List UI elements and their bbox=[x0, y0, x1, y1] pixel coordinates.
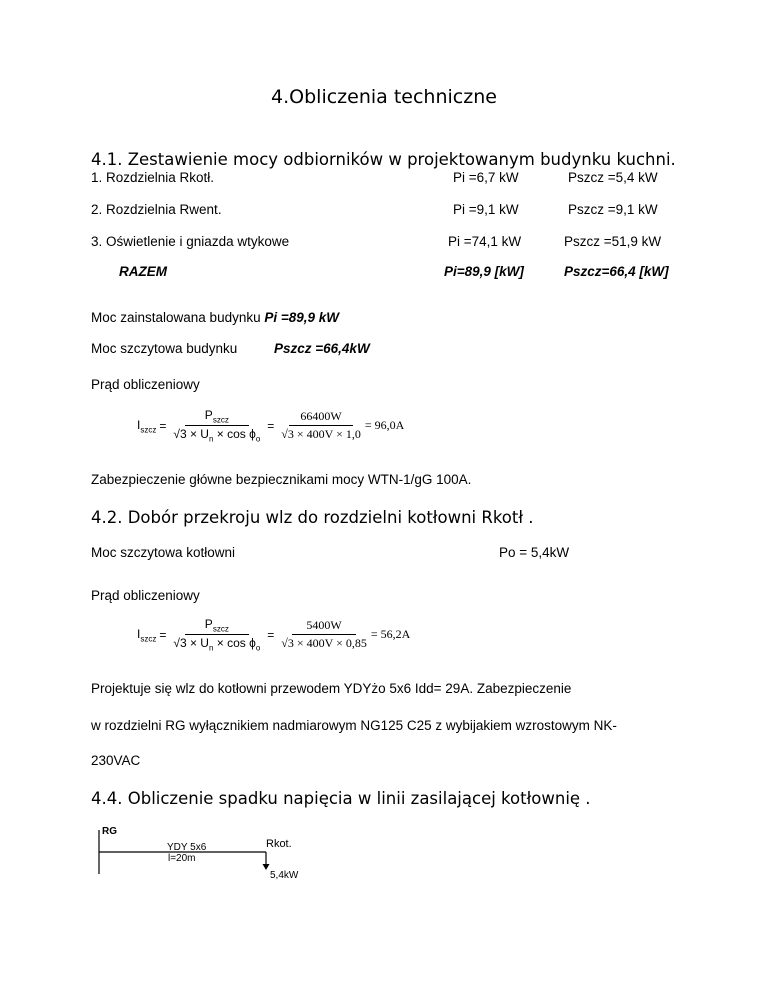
formula-numeric bbox=[281, 618, 367, 651]
formula-lhs: I bbox=[137, 417, 141, 432]
den-sym: √3 × U bbox=[173, 427, 209, 442]
diagram-target: Rkot. bbox=[266, 838, 292, 850]
num-sym: P bbox=[204, 408, 213, 422]
formula-lhs-sub: szcz bbox=[140, 634, 157, 644]
para-line-1: Projektuje się wlz do kotłowni przewodem YDYżo 5x6 Idd= 29A. Zabezpieczenie bbox=[91, 681, 572, 696]
row-name: 2. Rozdzielnia Rwent. bbox=[91, 202, 222, 217]
num-sym: P bbox=[204, 617, 213, 631]
num-val: 66400W bbox=[289, 409, 353, 426]
den-tail-sub: o bbox=[255, 434, 261, 444]
formula-numeric bbox=[281, 409, 361, 442]
row-pi: Pi =6,7 kW bbox=[453, 170, 519, 185]
para-line-3: 230VAC bbox=[91, 753, 141, 768]
row-name: 3. Oświetlenie i gniazda wtykowe bbox=[91, 234, 290, 249]
voltage-drop-diagram bbox=[98, 826, 358, 896]
section-4-2-heading: 4.2. Dobór przekroju wlz do rozdzielni kotłowni Rkotł . bbox=[91, 508, 534, 527]
peak-value: Pszcz =66,4kW bbox=[274, 341, 370, 356]
peak-label: Moc szczytowa budynku bbox=[91, 341, 238, 356]
page-title: 4.Obliczenia techniczne bbox=[271, 86, 497, 108]
installed-label: Moc zainstalowana budynku bbox=[91, 310, 261, 325]
total-pi: Pi=89,9 [kW] bbox=[444, 264, 524, 279]
row-name: 1. Rozdzielnia Rkotł. bbox=[91, 170, 215, 185]
num-sub: szcz bbox=[212, 624, 229, 634]
row-pszcz: Pszcz =51,9 kW bbox=[564, 234, 662, 249]
formula-lhs-sub: szcz bbox=[140, 425, 157, 435]
formula-symbolic bbox=[173, 617, 260, 653]
row-pszcz: Pszcz =5,4 kW bbox=[568, 170, 658, 185]
boiler-peak-value: Po = 5,4kW bbox=[499, 545, 570, 560]
row-pszcz: Pszcz =9,1 kW bbox=[568, 202, 658, 217]
den-tail-sub: o bbox=[255, 643, 261, 653]
den-sym: √3 × U bbox=[173, 636, 209, 651]
installed-value: Pi =89,9 kW bbox=[264, 310, 340, 325]
diagram-length: l=20m bbox=[168, 853, 196, 864]
formula-symbolic bbox=[173, 408, 260, 444]
installed-power bbox=[91, 310, 339, 325]
num-val: 5400W bbox=[292, 618, 356, 635]
diagram-source: RG bbox=[102, 826, 117, 837]
current-label-2: Prąd obliczeniowy bbox=[91, 588, 200, 603]
den-tail: × cos ϕ bbox=[213, 427, 256, 442]
total-name: RAZEM bbox=[119, 264, 167, 279]
den-val: √3 × 400V × 1,0 bbox=[281, 427, 361, 442]
section-4-4-heading: 4.4. Obliczenie spadku napięcia w linii zasilającej kotłownię . bbox=[91, 789, 591, 808]
formula-2: $I_{szcz}$ = $\frac{P_{szcz}}{√3 \times U_n \times \cos \phi_o}$ = $\frac{5400W}{√3 \times 400V \times 0,85}$ = 56,2A bbox=[137, 617, 411, 653]
den-tail: × cos ϕ bbox=[213, 636, 256, 651]
protection-text: Zabezpieczenie główne bezpiecznikami mocy WTN-1/gG 100A. bbox=[91, 472, 472, 487]
den-val: √3 × 400V × 0,85 bbox=[281, 636, 367, 651]
num-sub: szcz bbox=[212, 415, 229, 425]
current-label: Prąd obliczeniowy bbox=[91, 377, 200, 392]
total-pszcz: Pszcz=66,4 [kW] bbox=[564, 264, 669, 279]
diagram-load: 5,4kW bbox=[270, 870, 299, 881]
formula-result: = 56,2A bbox=[370, 627, 411, 642]
formula-lhs: I bbox=[137, 626, 141, 641]
para-line-2: w rozdzielni RG wyłącznikiem nadmiarowym NG125 C25 z wybijakiem wzrostowym NK- bbox=[91, 718, 617, 733]
den-sub: n bbox=[208, 643, 214, 653]
den-sub: n bbox=[208, 434, 214, 444]
formula-1: $I_{szcz}$ = $\frac{P_{szcz}}{√3 \times U_n \times \cos \phi_o}$ = $\frac{66400W}{√3 \times 400V \times 1,0}$ = 96,0A bbox=[137, 408, 405, 444]
row-pi: Pi =9,1 kW bbox=[453, 202, 519, 217]
formula-result: = 96,0A bbox=[364, 418, 405, 433]
diagram-lines bbox=[98, 826, 358, 896]
row-pi: Pi =74,1 kW bbox=[448, 234, 522, 249]
section-4-1-heading: 4.1. Zestawienie mocy odbiorników w projektowanym budynku kuchni. bbox=[91, 150, 676, 169]
boiler-peak-label: Moc szczytowa kotłowni bbox=[91, 545, 236, 560]
diagram-cable: YDY 5x6 bbox=[167, 842, 207, 853]
